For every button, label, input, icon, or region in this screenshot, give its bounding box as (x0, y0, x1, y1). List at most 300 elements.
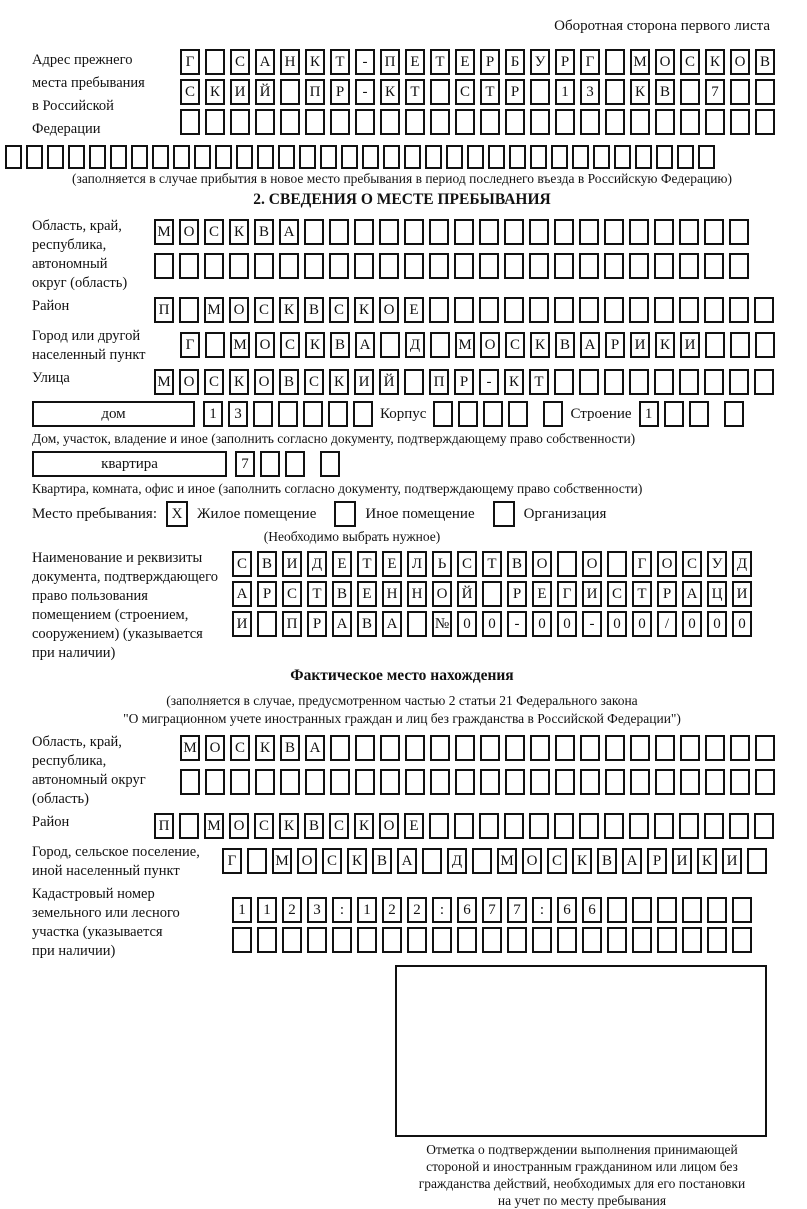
char-cell[interactable] (504, 813, 524, 839)
char-cell[interactable] (747, 848, 767, 874)
char-cell[interactable]: О (254, 369, 274, 395)
char-cell[interactable]: К (354, 813, 374, 839)
char-cell[interactable] (480, 769, 500, 795)
char-cell[interactable]: 1 (203, 401, 223, 427)
char-cell[interactable]: С (230, 735, 250, 761)
char-cell[interactable] (329, 253, 349, 279)
char-cell[interactable] (205, 769, 225, 795)
char-cell[interactable]: М (455, 332, 475, 358)
char-cell[interactable]: К (229, 219, 249, 245)
char-cell[interactable]: К (305, 49, 325, 75)
char-cell[interactable]: К (329, 369, 349, 395)
char-cell[interactable]: Т (330, 49, 350, 75)
char-cell[interactable]: К (572, 848, 592, 874)
char-cell[interactable] (232, 927, 252, 953)
char-cell[interactable] (705, 769, 725, 795)
char-cell[interactable] (530, 769, 550, 795)
char-cell[interactable] (405, 735, 425, 761)
char-cell[interactable] (303, 401, 323, 427)
char-cell[interactable] (632, 927, 652, 953)
char-cell[interactable] (657, 897, 677, 923)
char-cell[interactable] (579, 253, 599, 279)
char-cell[interactable] (404, 369, 424, 395)
char-cell[interactable] (458, 401, 478, 427)
char-cell[interactable] (607, 897, 627, 923)
char-cell[interactable] (110, 145, 127, 169)
char-cell[interactable] (379, 253, 399, 279)
char-cell[interactable] (605, 109, 625, 135)
char-cell[interactable]: Й (379, 369, 399, 395)
char-cell[interactable]: О (205, 735, 225, 761)
char-cell[interactable]: 7 (482, 897, 502, 923)
char-cell[interactable] (705, 332, 725, 358)
char-cell[interactable]: Б (505, 49, 525, 75)
char-cell[interactable] (299, 145, 316, 169)
char-cell[interactable]: С (282, 581, 302, 607)
char-cell[interactable] (330, 735, 350, 761)
char-cell[interactable] (430, 769, 450, 795)
char-cell[interactable]: Й (457, 581, 477, 607)
char-cell[interactable]: И (230, 79, 250, 105)
char-cell[interactable] (230, 769, 250, 795)
char-cell[interactable] (482, 927, 502, 953)
char-cell[interactable] (729, 369, 749, 395)
char-cell[interactable] (614, 145, 631, 169)
char-cell[interactable] (304, 219, 324, 245)
char-cell[interactable]: О (297, 848, 317, 874)
char-cell[interactable]: Р (647, 848, 667, 874)
char-cell[interactable]: С (547, 848, 567, 874)
char-cell[interactable] (278, 401, 298, 427)
char-cell[interactable] (629, 369, 649, 395)
char-cell[interactable]: И (722, 848, 742, 874)
char-cell[interactable]: - (479, 369, 499, 395)
char-cell[interactable]: Ь (432, 551, 452, 577)
char-cell[interactable] (754, 297, 774, 323)
char-cell[interactable]: С (329, 297, 349, 323)
char-cell[interactable]: 0 (557, 611, 577, 637)
char-cell[interactable] (732, 897, 752, 923)
char-cell[interactable]: Р (330, 79, 350, 105)
char-cell[interactable]: К (255, 735, 275, 761)
char-cell[interactable]: Т (405, 79, 425, 105)
char-cell[interactable] (430, 79, 450, 105)
char-cell[interactable]: В (304, 297, 324, 323)
char-cell[interactable]: Т (529, 369, 549, 395)
stamp-box[interactable] (395, 965, 767, 1137)
char-cell[interactable] (5, 145, 22, 169)
char-cell[interactable]: 3 (580, 79, 600, 105)
char-cell[interactable] (253, 401, 273, 427)
char-cell[interactable]: В (254, 219, 274, 245)
char-cell[interactable] (504, 219, 524, 245)
char-cell[interactable] (630, 769, 650, 795)
char-cell[interactable] (215, 145, 232, 169)
char-cell[interactable]: А (305, 735, 325, 761)
char-cell[interactable]: В (357, 611, 377, 637)
char-cell[interactable]: О (657, 551, 677, 577)
char-cell[interactable]: Е (332, 551, 352, 577)
char-cell[interactable] (329, 219, 349, 245)
char-cell[interactable]: 1 (639, 401, 659, 427)
char-cell[interactable] (554, 219, 574, 245)
char-cell[interactable] (755, 79, 775, 105)
char-cell[interactable]: А (355, 332, 375, 358)
char-cell[interactable]: О (379, 297, 399, 323)
char-cell[interactable]: Т (632, 581, 652, 607)
char-cell[interactable] (173, 145, 190, 169)
char-cell[interactable]: Г (222, 848, 242, 874)
char-cell[interactable] (557, 927, 577, 953)
char-cell[interactable] (629, 219, 649, 245)
char-cell[interactable] (604, 297, 624, 323)
char-cell[interactable]: К (354, 297, 374, 323)
char-cell[interactable]: К (229, 369, 249, 395)
char-cell[interactable] (380, 109, 400, 135)
char-cell[interactable]: Д (732, 551, 752, 577)
char-cell[interactable] (530, 735, 550, 761)
char-cell[interactable] (383, 145, 400, 169)
char-cell[interactable] (405, 109, 425, 135)
char-cell[interactable] (404, 145, 421, 169)
char-cell[interactable]: А (622, 848, 642, 874)
char-cell[interactable]: И (680, 332, 700, 358)
char-cell[interactable] (285, 451, 305, 477)
char-cell[interactable] (704, 219, 724, 245)
char-cell[interactable] (755, 769, 775, 795)
char-cell[interactable] (280, 79, 300, 105)
char-cell[interactable]: С (457, 551, 477, 577)
char-cell[interactable]: О (532, 551, 552, 577)
char-cell[interactable] (355, 109, 375, 135)
char-cell[interactable]: Е (404, 297, 424, 323)
char-cell[interactable] (635, 145, 652, 169)
char-cell[interactable]: С (180, 79, 200, 105)
char-cell[interactable]: К (305, 332, 325, 358)
char-cell[interactable]: А (232, 581, 252, 607)
char-cell[interactable] (353, 401, 373, 427)
char-cell[interactable]: С (204, 369, 224, 395)
char-cell[interactable]: Л (407, 551, 427, 577)
char-cell[interactable]: 1 (555, 79, 575, 105)
char-cell[interactable] (179, 253, 199, 279)
char-cell[interactable]: В (655, 79, 675, 105)
char-cell[interactable]: Ц (707, 581, 727, 607)
char-cell[interactable]: В (555, 332, 575, 358)
char-cell[interactable]: 1 (357, 897, 377, 923)
char-cell[interactable] (755, 109, 775, 135)
char-cell[interactable] (530, 145, 547, 169)
char-cell[interactable] (433, 401, 453, 427)
char-cell[interactable] (730, 109, 750, 135)
char-cell[interactable] (530, 109, 550, 135)
char-cell[interactable] (205, 332, 225, 358)
residential-checkbox[interactable]: X (166, 501, 188, 527)
char-cell[interactable] (479, 219, 499, 245)
char-cell[interactable]: О (522, 848, 542, 874)
char-cell[interactable]: О (655, 49, 675, 75)
char-cell[interactable]: Й (255, 79, 275, 105)
char-cell[interactable] (405, 769, 425, 795)
char-cell[interactable]: К (697, 848, 717, 874)
char-cell[interactable] (605, 769, 625, 795)
char-cell[interactable]: С (680, 49, 700, 75)
char-cell[interactable] (89, 145, 106, 169)
char-cell[interactable] (582, 927, 602, 953)
char-cell[interactable] (328, 401, 348, 427)
char-cell[interactable]: О (255, 332, 275, 358)
char-cell[interactable] (655, 769, 675, 795)
char-cell[interactable]: С (230, 49, 250, 75)
char-cell[interactable]: К (347, 848, 367, 874)
char-cell[interactable] (204, 253, 224, 279)
char-cell[interactable] (479, 813, 499, 839)
char-cell[interactable]: В (372, 848, 392, 874)
char-cell[interactable] (179, 297, 199, 323)
char-cell[interactable]: К (205, 79, 225, 105)
char-cell[interactable] (205, 109, 225, 135)
char-cell[interactable] (254, 253, 274, 279)
char-cell[interactable] (654, 219, 674, 245)
char-cell[interactable]: 1 (257, 897, 277, 923)
char-cell[interactable] (282, 927, 302, 953)
char-cell[interactable]: 7 (507, 897, 527, 923)
char-cell[interactable]: Г (557, 581, 577, 607)
char-cell[interactable] (679, 813, 699, 839)
char-cell[interactable] (629, 297, 649, 323)
char-cell[interactable] (154, 253, 174, 279)
char-cell[interactable]: О (432, 581, 452, 607)
char-cell[interactable] (260, 451, 280, 477)
char-cell[interactable]: У (707, 551, 727, 577)
char-cell[interactable]: 0 (732, 611, 752, 637)
char-cell[interactable] (305, 109, 325, 135)
char-cell[interactable] (454, 813, 474, 839)
char-cell[interactable] (730, 332, 750, 358)
char-cell[interactable]: В (257, 551, 277, 577)
char-cell[interactable]: А (279, 219, 299, 245)
char-cell[interactable]: В (279, 369, 299, 395)
char-cell[interactable]: 1 (232, 897, 252, 923)
char-cell[interactable]: / (657, 611, 677, 637)
char-cell[interactable] (454, 253, 474, 279)
char-cell[interactable]: О (229, 813, 249, 839)
char-cell[interactable] (505, 109, 525, 135)
char-cell[interactable]: В (280, 735, 300, 761)
char-cell[interactable] (579, 297, 599, 323)
char-cell[interactable] (704, 813, 724, 839)
char-cell[interactable] (629, 813, 649, 839)
char-cell[interactable]: Е (357, 581, 377, 607)
char-cell[interactable] (354, 219, 374, 245)
char-cell[interactable] (654, 253, 674, 279)
char-cell[interactable]: С (329, 813, 349, 839)
char-cell[interactable] (551, 145, 568, 169)
char-cell[interactable]: С (204, 219, 224, 245)
char-cell[interactable] (320, 145, 337, 169)
char-cell[interactable]: Т (307, 581, 327, 607)
char-cell[interactable] (604, 253, 624, 279)
char-cell[interactable]: А (580, 332, 600, 358)
char-cell[interactable] (26, 145, 43, 169)
char-cell[interactable]: М (204, 813, 224, 839)
char-cell[interactable] (229, 253, 249, 279)
char-cell[interactable]: С (322, 848, 342, 874)
char-cell[interactable]: С (232, 551, 252, 577)
char-cell[interactable]: К (630, 79, 650, 105)
char-cell[interactable]: С (682, 551, 702, 577)
char-cell[interactable]: С (455, 79, 475, 105)
char-cell[interactable] (479, 297, 499, 323)
char-cell[interactable] (657, 927, 677, 953)
char-cell[interactable]: Т (480, 79, 500, 105)
char-cell[interactable] (529, 253, 549, 279)
char-cell[interactable]: К (504, 369, 524, 395)
char-cell[interactable]: М (230, 332, 250, 358)
char-cell[interactable]: К (279, 813, 299, 839)
char-cell[interactable]: И (354, 369, 374, 395)
char-cell[interactable] (432, 927, 452, 953)
char-cell[interactable] (664, 401, 684, 427)
char-cell[interactable] (629, 253, 649, 279)
char-cell[interactable] (555, 109, 575, 135)
char-cell[interactable] (543, 401, 563, 427)
char-cell[interactable]: Н (280, 49, 300, 75)
char-cell[interactable] (509, 145, 526, 169)
char-cell[interactable] (604, 219, 624, 245)
char-cell[interactable] (131, 145, 148, 169)
char-cell[interactable] (305, 769, 325, 795)
char-cell[interactable] (354, 253, 374, 279)
char-cell[interactable]: О (179, 369, 199, 395)
char-cell[interactable]: 2 (382, 897, 402, 923)
char-cell[interactable]: : (432, 897, 452, 923)
char-cell[interactable] (304, 253, 324, 279)
char-cell[interactable] (732, 927, 752, 953)
char-cell[interactable] (194, 145, 211, 169)
char-cell[interactable] (579, 369, 599, 395)
char-cell[interactable] (47, 145, 64, 169)
char-cell[interactable] (247, 848, 267, 874)
char-cell[interactable] (68, 145, 85, 169)
char-cell[interactable] (557, 551, 577, 577)
char-cell[interactable] (755, 332, 775, 358)
char-cell[interactable]: Н (382, 581, 402, 607)
char-cell[interactable]: П (429, 369, 449, 395)
char-cell[interactable] (554, 369, 574, 395)
char-cell[interactable]: О (379, 813, 399, 839)
char-cell[interactable]: О (480, 332, 500, 358)
char-cell[interactable] (680, 109, 700, 135)
char-cell[interactable] (455, 769, 475, 795)
char-cell[interactable] (682, 927, 702, 953)
char-cell[interactable] (754, 369, 774, 395)
char-cell[interactable] (472, 848, 492, 874)
char-cell[interactable] (680, 79, 700, 105)
char-cell[interactable] (729, 219, 749, 245)
char-cell[interactable] (679, 369, 699, 395)
char-cell[interactable] (555, 769, 575, 795)
char-cell[interactable]: № (432, 611, 452, 637)
char-cell[interactable]: 0 (607, 611, 627, 637)
char-cell[interactable]: М (272, 848, 292, 874)
char-cell[interactable] (429, 253, 449, 279)
char-cell[interactable]: В (332, 581, 352, 607)
char-cell[interactable]: Р (257, 581, 277, 607)
char-cell[interactable] (255, 109, 275, 135)
char-cell[interactable] (488, 145, 505, 169)
char-cell[interactable] (446, 145, 463, 169)
char-cell[interactable] (280, 769, 300, 795)
char-cell[interactable] (554, 253, 574, 279)
char-cell[interactable]: 7 (705, 79, 725, 105)
char-cell[interactable] (278, 145, 295, 169)
char-cell[interactable] (404, 219, 424, 245)
char-cell[interactable] (455, 109, 475, 135)
char-cell[interactable] (430, 109, 450, 135)
char-cell[interactable]: 0 (457, 611, 477, 637)
char-cell[interactable] (180, 109, 200, 135)
char-cell[interactable]: 0 (482, 611, 502, 637)
char-cell[interactable]: Е (404, 813, 424, 839)
char-cell[interactable] (505, 735, 525, 761)
char-cell[interactable] (705, 109, 725, 135)
char-cell[interactable] (679, 297, 699, 323)
char-cell[interactable] (679, 219, 699, 245)
char-cell[interactable]: Д (307, 551, 327, 577)
char-cell[interactable] (330, 769, 350, 795)
char-cell[interactable]: В (304, 813, 324, 839)
char-cell[interactable] (179, 813, 199, 839)
char-cell[interactable] (632, 897, 652, 923)
char-cell[interactable] (257, 611, 277, 637)
char-cell[interactable] (507, 927, 527, 953)
char-cell[interactable] (152, 145, 169, 169)
char-cell[interactable]: П (282, 611, 302, 637)
char-cell[interactable]: С (254, 297, 274, 323)
char-cell[interactable] (480, 735, 500, 761)
char-cell[interactable]: 0 (532, 611, 552, 637)
char-cell[interactable]: - (507, 611, 527, 637)
char-cell[interactable]: 6 (557, 897, 577, 923)
char-cell[interactable] (604, 369, 624, 395)
char-cell[interactable] (380, 332, 400, 358)
char-cell[interactable]: 0 (632, 611, 652, 637)
char-cell[interactable]: И (232, 611, 252, 637)
char-cell[interactable] (654, 813, 674, 839)
char-cell[interactable] (362, 145, 379, 169)
char-cell[interactable] (754, 813, 774, 839)
char-cell[interactable] (724, 401, 744, 427)
char-cell[interactable]: Р (480, 49, 500, 75)
char-cell[interactable] (654, 369, 674, 395)
char-cell[interactable]: Т (357, 551, 377, 577)
char-cell[interactable]: К (530, 332, 550, 358)
char-cell[interactable] (504, 297, 524, 323)
char-cell[interactable] (382, 927, 402, 953)
char-cell[interactable]: И (582, 581, 602, 607)
char-cell[interactable] (554, 813, 574, 839)
char-cell[interactable] (355, 769, 375, 795)
char-cell[interactable]: И (282, 551, 302, 577)
char-cell[interactable]: : (532, 897, 552, 923)
char-cell[interactable]: М (180, 735, 200, 761)
char-cell[interactable]: 3 (307, 897, 327, 923)
char-cell[interactable]: К (380, 79, 400, 105)
char-cell[interactable] (380, 735, 400, 761)
char-cell[interactable] (257, 927, 277, 953)
char-cell[interactable] (698, 145, 715, 169)
